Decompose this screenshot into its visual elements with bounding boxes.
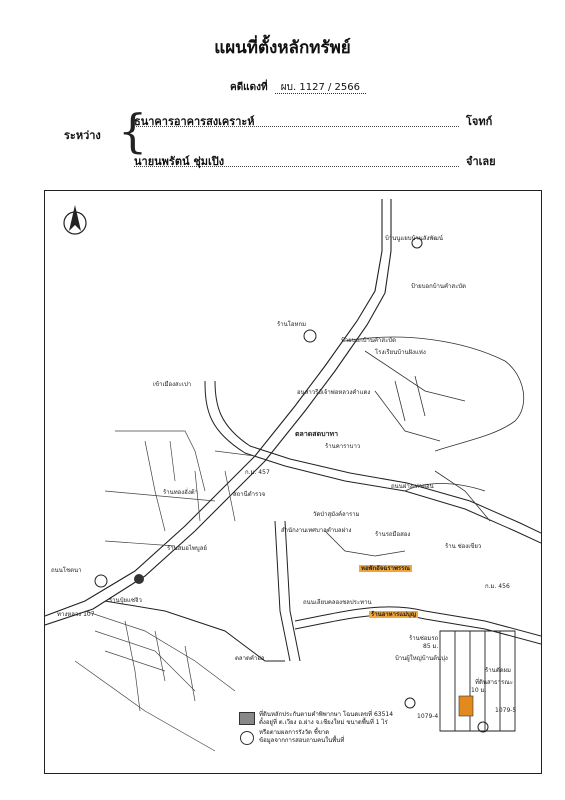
collateral-plot <box>459 696 473 716</box>
label-temple: วัดป่าสุมังค์ลาราม <box>313 511 360 518</box>
lower-road <box>105 521 541 661</box>
case-label: คดีแดงที่ <box>230 82 268 93</box>
label-km-457: ก.ม. 457 <box>245 469 270 476</box>
legend-line-2: ตั้งอยู่ที่ ต.เวียง อ.ฝาง จ.เชียงใหม่ ขนาดพื้นที่ 1 ไร่ <box>259 719 388 726</box>
label-dist-1: 85 ม. <box>423 643 439 650</box>
label-village-right: ป้ายบอกบ้านคำสะบัด <box>411 283 466 290</box>
label-market-bottom: ตลาดคำฮ่อ <box>235 655 265 662</box>
label-plot-label: ที่ดินสาธารณะ <box>475 679 514 686</box>
label-km-456: ก.ม. 456 <box>485 583 510 590</box>
label-local-office: สำนักงานเทศบาลตำบลฝาง <box>281 527 352 534</box>
legend-circle-icon <box>240 731 254 745</box>
label-shop-a: ร้านรถมือสอง <box>375 531 411 538</box>
page-title: แผนที่ตั้งหลักทรัพย์ <box>214 38 351 58</box>
label-plot-no-a: 1079-4 <box>417 713 439 720</box>
brace-icon: { <box>118 104 148 158</box>
secondary-road <box>205 381 541 543</box>
label-plot-no-b: 1079-5 <box>495 707 517 714</box>
plot-marker-1-icon <box>478 722 488 732</box>
north-arrow-icon <box>64 205 86 234</box>
label-shop-e: ร้านตัดผม <box>485 667 511 674</box>
label-shop-c: ร้านซ่อมรถ <box>409 635 439 642</box>
legend-line-1: ที่ดินหลักประกันตามคำพิพากษา โฉนดเลขที่ 63514 <box>259 711 394 718</box>
map-legend <box>237 711 427 747</box>
landmark-icon <box>304 330 316 342</box>
label-village-mid: ป้ายบอกบ้านคำสะบัด <box>341 337 396 344</box>
label-plot-num: 10 ม. <box>471 687 487 694</box>
label-road-left: ถนนโชตนา <box>51 567 82 574</box>
label-village-bottom: บ้านผู้ใหญ่บ้านต้นปุง <box>395 655 448 662</box>
label-highlight-2: ร้านอาหารแม่บุญ <box>371 611 416 618</box>
legend-swatch-icon <box>239 712 255 725</box>
case-line <box>230 80 366 95</box>
label-village-top: บ้านนูแยบบ้านลังพัฒน์ <box>385 235 443 242</box>
label-shop-top: ร้านโอหกม <box>277 321 307 328</box>
label-highlight-1: หอพักอัจฉราพรรณ <box>361 565 410 572</box>
label-big-shop: ร้านสมอไพบูลย์ <box>167 545 207 552</box>
map-drawing <box>45 191 541 773</box>
plaintiff-name: ธนาคารอาคารสงเคราะห์ <box>134 115 255 128</box>
case-number: ผบ. 1127 / 2566 <box>275 82 366 94</box>
defendant-name: นายนพรัตน์ ชุ่มเปิง <box>134 155 225 168</box>
label-station: สถานีตำรวจ <box>233 491 266 498</box>
label-village-left: เข้าเมืองสะเปา <box>153 381 192 388</box>
label-cosmetic: ร้านคาราบาว <box>325 443 361 450</box>
between-label: ระหว่าง <box>64 129 101 142</box>
wat-icon <box>95 575 107 587</box>
defendant-dotted-line <box>134 166 459 167</box>
legend-row-survey <box>237 729 427 747</box>
legend-line-3: หรือตามผลการรังวัด ชี้ขาด <box>259 729 330 736</box>
map-frame <box>44 190 542 774</box>
label-market: ตลาดสดบาทา <box>295 430 339 438</box>
main-highway <box>45 199 391 625</box>
plaintiff-dotted-line <box>134 126 459 127</box>
legend-row-collateral <box>237 711 427 729</box>
label-shop-d: ร้านปุ๋ยแซ่จิว <box>109 597 142 604</box>
temple-icon <box>134 574 144 584</box>
label-gold-shop: ร้านทองฮั่งต้า <box>163 489 199 496</box>
legend-line-4: ข้อมูลจากการสอบถามคนในพื้นที่ <box>259 737 345 744</box>
defendant-role: จำเลย <box>466 155 496 168</box>
label-km-road: ทางหลวง 107 <box>57 611 95 618</box>
plaintiff-role: โจทก์ <box>466 115 493 128</box>
label-road-bottom: ถนนเลียบคลองชลประทาน <box>303 599 372 606</box>
label-monument: อนุสาวรีย์เจ้าพ่อหลวงคำแดง <box>297 389 371 396</box>
label-road-right: ถนนฝาง-ท่าตอน <box>391 483 434 490</box>
label-shop-b: ร้าน ช่องเขียว <box>445 543 482 550</box>
plot-marker-2-icon <box>405 698 415 708</box>
label-school: โรงเรียนบ้านฝังแห่ง <box>375 349 426 356</box>
